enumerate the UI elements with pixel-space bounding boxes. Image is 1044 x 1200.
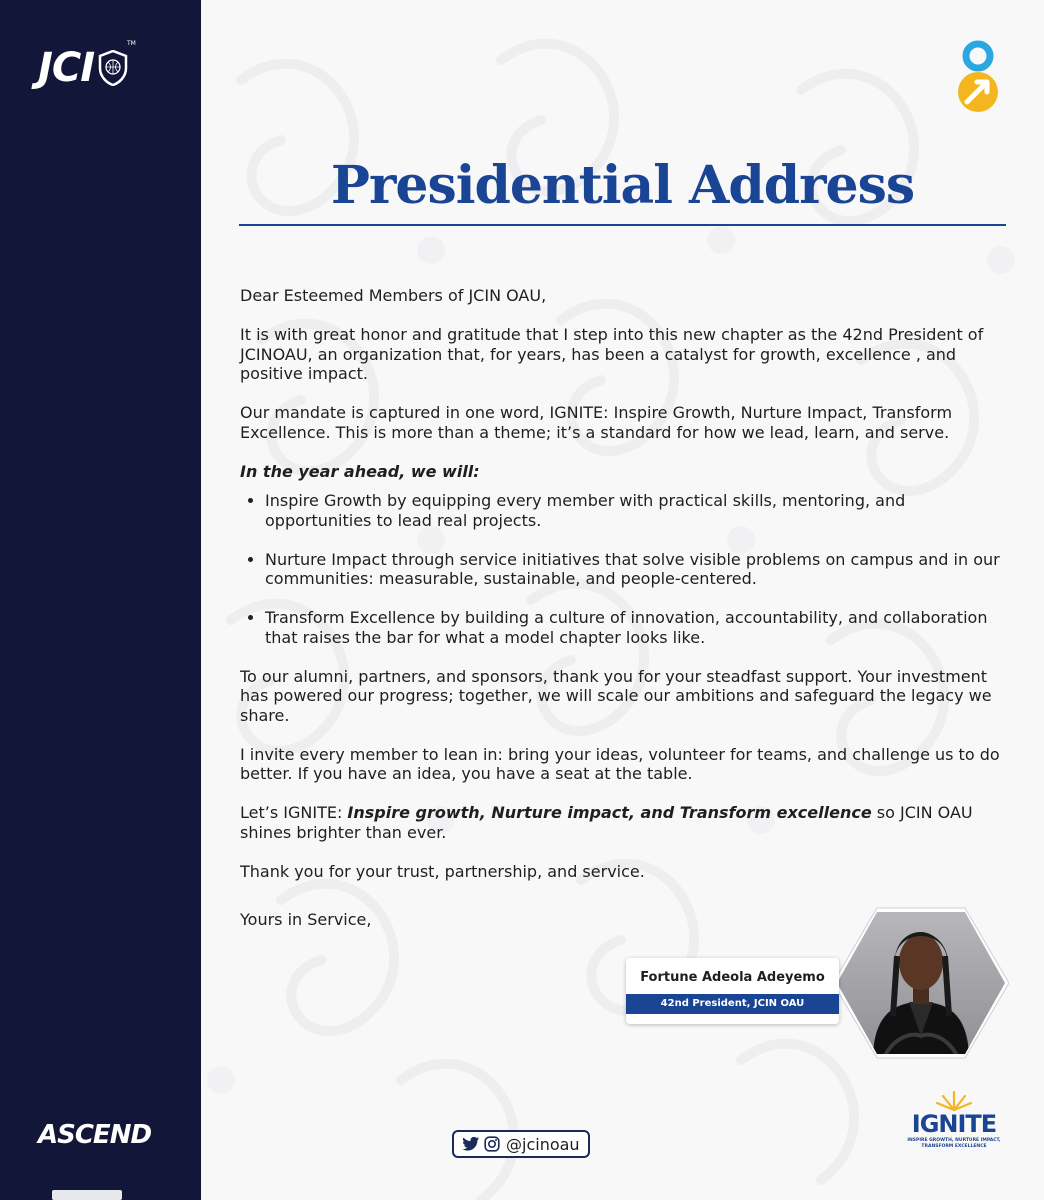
ignite-logo [900,1088,1008,1158]
paragraph: To our alumni, partners, and sponsors, thank you for your steadfast support. Your investment has powered our progress; together, we will scale our ambitions and safeguard the legacy we share. [240,666,992,725]
list-item: • Nurture Impact through service initiatives that solve visible problems on campus and in our communities: measurable, sustainable, and people-centered. [265,550,1010,589]
ignite-tagline: INSPIRE GROWTH, NURTURE IMPACT, TRANSFORM EXCELLENCE [907,1138,1001,1149]
paragraph: Our mandate is captured in one word, IGNITE: Inspire Growth, Nurture Impact, Transform Excellence. This is more than a theme; it’s a standard for how we lead, learn, and serve. [240,403,953,442]
paragraph: Thank you for your trust, partnership, and service. [240,861,645,881]
sidebar [0,0,201,1200]
page-title: Presidential Address [330,155,915,216]
commitments-list [240,491,1010,647]
closing: Yours in Service, [240,910,372,929]
social-handle-text: @jcinoau [506,1134,580,1154]
paragraph: I invite every member to lean in: bring your ideas, volunteer for teams, and challenge us to do better. If you have an idea, you have a seat at the table. [240,744,1000,783]
ascend-logo-fragment [52,1190,122,1200]
salutation: Dear Esteemed Members of JCIN OAU, [240,286,547,305]
letter-page [201,0,1044,1200]
signature-card [626,958,839,1024]
ascend-logo: ASCEND [38,1120,152,1150]
ignite-emphasis: Inspire growth, Nurture impact, and Transform excellence [347,803,872,822]
jci-logo [38,45,128,91]
paragraph: It is with great honor and gratitude that I step into this new chapter as the 42nd President of JCINOAU, an organization that, for years, has been a catalyst for growth, excellence , and positive impact. [240,325,984,383]
list-item: • Transform Excellence by building a culture of innovation, accountability, and collaboration that raises the bar for what a model chapter looks like. [265,608,1010,647]
ignite-prefix: Let’s IGNITE: [240,803,348,822]
title-divider [239,224,1006,226]
president-portrait [833,906,1009,1060]
growth-person-icon [953,40,1003,116]
lead-in: In the year ahead, we will: [240,461,480,481]
jci-logo-text: JCI [38,45,95,91]
list-item: • Inspire Growth by equipping every member with practical skills, mentoring, and opportunities to lead real projects. [265,491,1010,530]
ignite-suffix: so JCIN OAU shines brighter than ever. [240,803,973,842]
instagram-icon [484,1136,500,1152]
president-name: Fortune Adeola Adeyemo [640,970,825,985]
president-role: 42nd President, JCIN OAU [626,994,839,1014]
letter-body [240,286,1010,949]
ignite-paragraph [240,803,1010,842]
social-handle-badge[interactable] [452,1130,590,1158]
ignite-logo-word: IGNITE [911,1110,997,1138]
twitter-icon [462,1136,480,1152]
jci-shield-icon [98,50,128,86]
ignite-rays-icon [934,1088,974,1112]
trademark-label: TM [127,40,136,47]
